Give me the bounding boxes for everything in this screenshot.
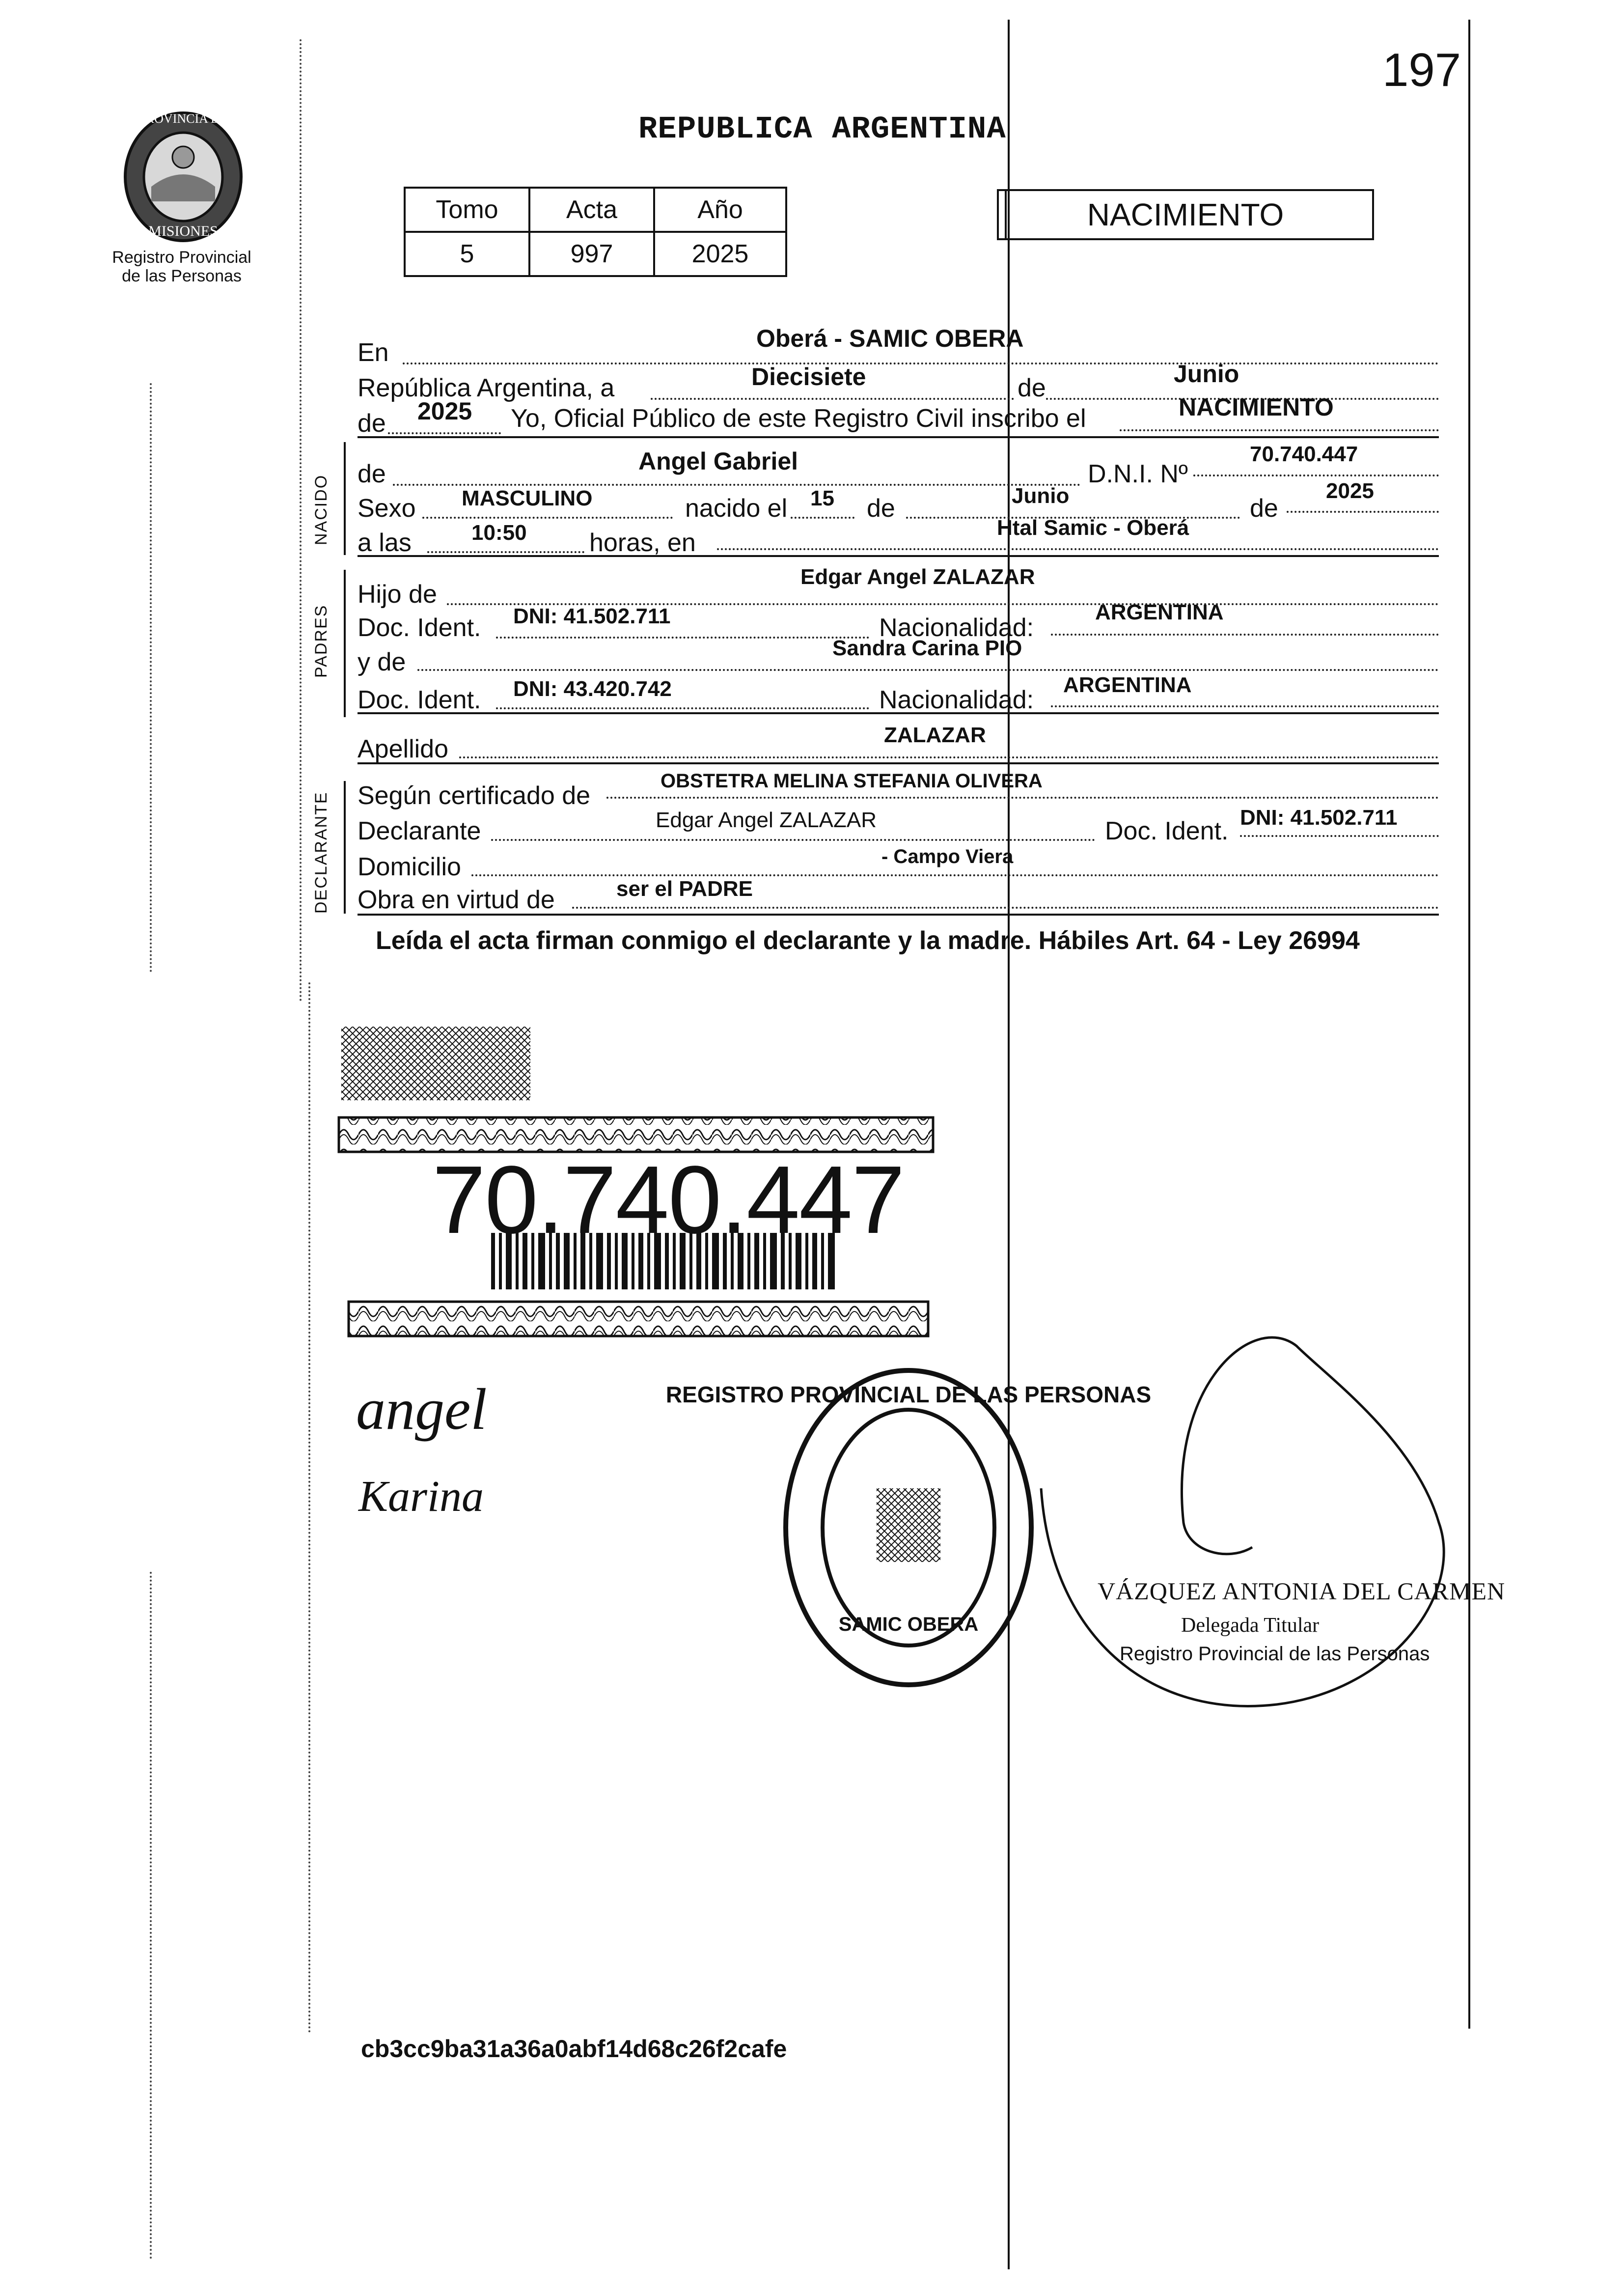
apellido-value: ZALAZAR — [884, 723, 986, 747]
padre-nac-value: ARGENTINA — [1095, 600, 1224, 624]
domicilio-label: Domicilio — [358, 853, 461, 881]
stamp-emblem — [877, 1488, 940, 1562]
en-dots — [403, 363, 1439, 364]
side-label-declarante: DECLARANTE — [312, 791, 330, 914]
padre-doc-label: Doc. Ident. — [358, 614, 481, 642]
registry-header-row — [405, 188, 786, 232]
madre-nac-dots — [1051, 705, 1439, 707]
nac-de-label: de — [867, 494, 895, 523]
row-rule-4 — [358, 762, 1439, 764]
seal-caption-line2: de las Personas — [122, 267, 242, 285]
dia-dots — [651, 398, 1014, 400]
nacido-label: nacido el — [685, 494, 788, 523]
row-rule-5 — [358, 914, 1439, 916]
declarante-doc-label: Doc. Ident. — [1105, 817, 1229, 845]
declarante-doc-value: DNI: 41.502.711 — [1240, 806, 1398, 830]
madre-nac-value: ARGENTINA — [1063, 673, 1192, 697]
row-rule-2 — [358, 555, 1439, 557]
declarante-bracket — [344, 781, 346, 914]
dni-dots — [1193, 474, 1439, 476]
padre-nac-dots — [1051, 634, 1439, 636]
row-rule-3 — [358, 712, 1439, 714]
registry-value-tomo: 5 — [405, 232, 529, 276]
page-number: 197 — [1382, 44, 1461, 96]
signature-madre: Karina — [358, 1472, 484, 1521]
provincial-seal-icon — [117, 103, 249, 246]
svg-text:PROVINCIA DE: PROVINCIA DE — [138, 112, 228, 126]
nacido-bracket — [344, 442, 346, 555]
closing-statement: Leída el acta firman conmigo el declarante y la madre. Hábiles Art. 64 - Ley 26994 — [376, 926, 1360, 955]
svg-text:MISIONES: MISIONES — [148, 223, 218, 239]
anio-dots — [388, 432, 501, 434]
registry-value-anio: 2025 — [654, 232, 786, 276]
y-de-label: y de — [358, 648, 406, 676]
registry-table — [404, 187, 787, 277]
nac-mes-value: Junio — [1012, 484, 1070, 508]
padre-value: Edgar Angel ZALAZAR — [800, 565, 1035, 589]
republica-label: República Argentina, a — [358, 374, 615, 402]
declarante-label: Declarante — [358, 817, 481, 845]
madre-nac-label: Nacionalidad: — [879, 686, 1034, 714]
registry-value-row — [405, 232, 786, 276]
apellido-label: Apellido — [358, 735, 449, 763]
fold-line — [1008, 20, 1010, 2269]
obra-value: ser el PADRE — [616, 877, 753, 901]
domicilio-dots — [471, 874, 1439, 876]
margin-dots-outer-lower — [150, 1572, 152, 2259]
signer-name: VÁZQUEZ ANTONIA DEL CARMEN — [1098, 1577, 1506, 1605]
margin-guide — [300, 39, 302, 1002]
document-title: REPUBLICA ARGENTINA — [638, 112, 1006, 147]
official-stamp — [665, 1356, 1152, 1700]
apellido-dots — [459, 756, 1439, 758]
obra-label: Obra en virtud de — [358, 886, 555, 914]
nombre-dots — [393, 484, 1080, 486]
nombre-value: Angel Gabriel — [638, 447, 798, 475]
side-label-padres: PADRES — [312, 604, 330, 678]
inscribo-value: NACIMIENTO — [1179, 393, 1334, 421]
inscribo-dots — [1120, 429, 1439, 431]
hora-value: 10:50 — [471, 521, 527, 545]
madre-value: Sandra Carina PIO — [832, 636, 1022, 660]
de-anio-label: de — [358, 409, 386, 438]
hologram-block — [341, 1027, 530, 1100]
obra-dots — [572, 907, 1439, 909]
horas-en-label: horas, en — [589, 529, 696, 557]
seal-caption-line1: Registro Provincial — [112, 248, 251, 267]
guilloche-band-bottom — [349, 1302, 928, 1336]
padre-nac-label: Nacionalidad: — [879, 614, 1034, 642]
certificado-value: OBSTETRA MELINA STEFANIA OLIVERA — [661, 770, 1043, 792]
madre-dots — [417, 669, 1439, 671]
hora-dots — [427, 551, 584, 553]
margin-dots-outer — [150, 383, 152, 973]
registry-header-acta: Acta — [529, 188, 654, 232]
dni-label-number: 70.740.447 — [432, 1146, 904, 1254]
nac-anio-dots — [1287, 511, 1439, 513]
margin-guide-lower — [308, 982, 310, 2034]
registry-header-anio: Año — [654, 188, 786, 232]
nac-de2-label: de — [1250, 494, 1278, 523]
side-label-nacido: NACIDO — [312, 474, 330, 545]
en-value: Oberá - SAMIC OBERA — [756, 325, 1024, 352]
right-border-line — [1468, 20, 1470, 2029]
madre-doc-label: Doc. Ident. — [358, 686, 481, 714]
nombre-label: de — [358, 460, 386, 488]
dni-value: 70.740.447 — [1250, 442, 1358, 466]
lugar-dots — [717, 548, 1439, 550]
certificado-label: Según certificado de — [358, 781, 591, 810]
sexo-value: MASCULINO — [462, 486, 593, 510]
hijo-label: Hijo de — [358, 580, 437, 609]
stamp-ring-text: REGISTRO PROVINCIAL DE LAS PERSONAS — [665, 1382, 1152, 1407]
padre-doc-dots — [496, 637, 869, 639]
nac-anio-value: 2025 — [1326, 479, 1374, 503]
padre-doc-value: DNI: 41.502.711 — [513, 604, 671, 628]
certificado-dots — [606, 797, 1439, 799]
document-hash: cb3cc9ba31a36a0abf14d68c26f2cafe — [361, 2035, 787, 2063]
signer-office: Registro Provincial de las Personas — [1120, 1643, 1430, 1665]
registry-value-acta: 997 — [529, 232, 654, 276]
dia-value: Diecisiete — [751, 363, 866, 390]
declarante-dots — [491, 839, 1095, 841]
sexo-label: Sexo — [358, 494, 416, 523]
declarante-value: Edgar Angel ZALAZAR — [656, 808, 877, 832]
nac-dia-dots — [791, 517, 854, 519]
signer-flourish — [1021, 1316, 1463, 1758]
a-las-label: a las — [358, 529, 412, 557]
signature-declarante: angel — [356, 1376, 487, 1442]
padres-bracket — [344, 570, 346, 717]
madre-doc-dots — [496, 707, 869, 709]
anio-value: 2025 — [417, 397, 472, 425]
mes-value: Junio — [1174, 360, 1239, 388]
lugar-value: Htal Samic - Oberá — [997, 516, 1189, 540]
nac-dia-value: 15 — [810, 486, 834, 510]
sexo-dots — [422, 517, 673, 519]
domicilio-value: - Campo Viera — [881, 846, 1014, 867]
dni-label: D.N.I. Nº — [1088, 460, 1188, 488]
madre-doc-value: DNI: 43.420.742 — [513, 677, 672, 701]
oficial-label: Yo, Oficial Público de este Registro Civil inscribo el — [511, 404, 1086, 433]
seal-caption — [88, 248, 275, 285]
declarante-doc-dots — [1240, 835, 1439, 837]
de-label: de — [1018, 374, 1046, 402]
stamp-inner-text: SAMIC OBERA — [838, 1614, 979, 1635]
registry-header-tomo: Tomo — [405, 188, 529, 232]
row-rule-1 — [358, 436, 1439, 438]
signer-role: Delegada Titular — [1181, 1614, 1320, 1637]
record-type-box: NACIMIENTO — [997, 189, 1374, 240]
en-label: En — [358, 338, 389, 367]
